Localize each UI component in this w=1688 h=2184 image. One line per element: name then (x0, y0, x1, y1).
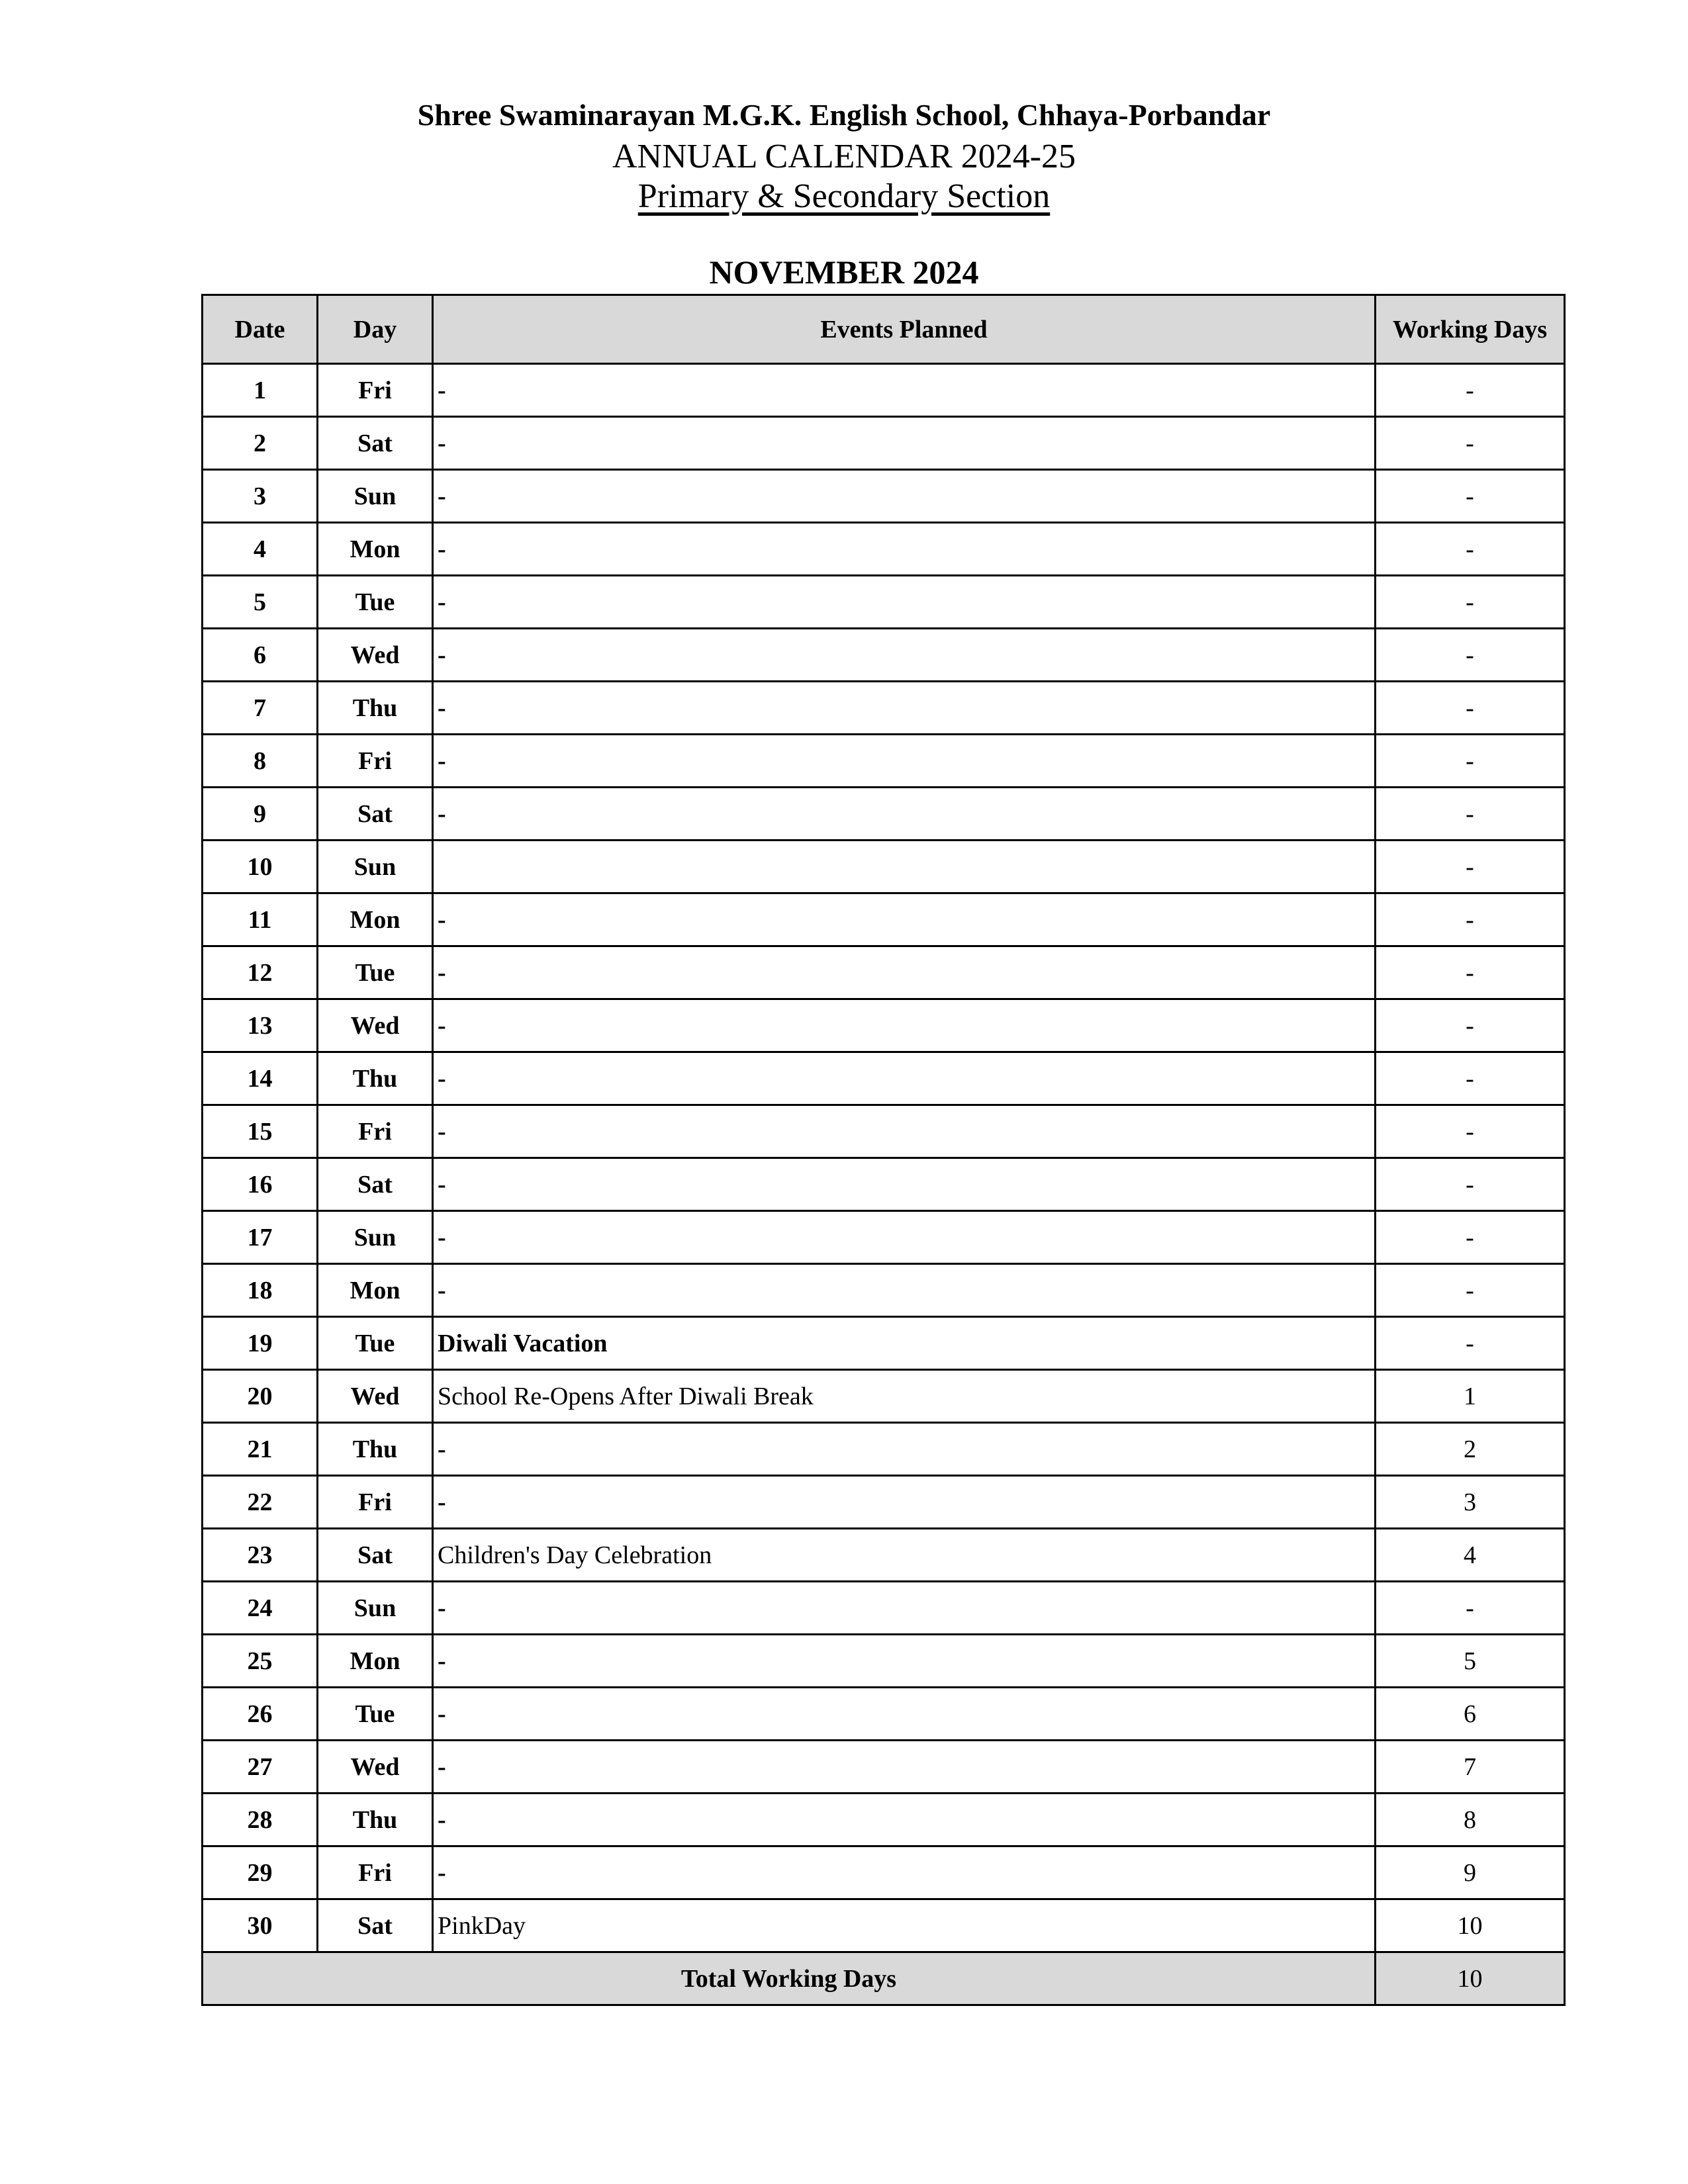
event-cell: Children's Day Celebration (433, 1529, 1376, 1582)
table-row (203, 1317, 1565, 1370)
day-cell: Sun (318, 470, 433, 523)
date-cell: 2 (203, 417, 318, 470)
date-cell: 3 (203, 470, 318, 523)
table-row (203, 1158, 1565, 1211)
date-cell: 7 (203, 682, 318, 735)
table-header-row (203, 295, 1565, 364)
table-row (203, 788, 1565, 841)
day-cell: Wed (318, 1741, 433, 1794)
day-cell: Thu (318, 682, 433, 735)
working-day-cell: - (1376, 682, 1565, 735)
working-day-cell: - (1376, 417, 1565, 470)
working-day-cell: - (1376, 946, 1565, 999)
table-row (203, 1688, 1565, 1741)
table-row (203, 1741, 1565, 1794)
day-cell: Thu (318, 1423, 433, 1476)
date-cell: 1 (203, 364, 318, 417)
event-cell: - (433, 576, 1376, 629)
event-cell: - (433, 946, 1376, 999)
table-row (203, 1582, 1565, 1635)
event-cell: - (433, 1211, 1376, 1264)
date-cell: 27 (203, 1741, 318, 1794)
table-row (203, 1635, 1565, 1688)
event-cell: - (433, 1688, 1376, 1741)
date-cell: 25 (203, 1635, 318, 1688)
table-row (203, 893, 1565, 946)
day-cell: Sat (318, 1158, 433, 1211)
event-cell: - (433, 1846, 1376, 1899)
working-day-cell: 5 (1376, 1635, 1565, 1688)
working-day-cell: 6 (1376, 1688, 1565, 1741)
working-days-column-header: Working Days (1376, 295, 1565, 364)
event-cell: - (433, 735, 1376, 788)
table-row (203, 470, 1565, 523)
table-row (203, 1264, 1565, 1317)
date-cell: 18 (203, 1264, 318, 1317)
table-row (203, 364, 1565, 417)
day-cell: Sun (318, 841, 433, 893)
working-day-cell: - (1376, 1052, 1565, 1105)
day-cell: Thu (318, 1794, 433, 1846)
working-day-cell: - (1376, 523, 1565, 576)
working-day-cell: - (1376, 576, 1565, 629)
table-row (203, 735, 1565, 788)
date-cell: 20 (203, 1370, 318, 1423)
table-row (203, 629, 1565, 682)
date-cell: 23 (203, 1529, 318, 1582)
day-cell: Wed (318, 629, 433, 682)
event-cell: - (433, 893, 1376, 946)
day-cell: Fri (318, 1105, 433, 1158)
total-working-days-label: Total Working Days (203, 1952, 1376, 2005)
working-day-cell: 3 (1376, 1476, 1565, 1529)
event-cell: - (433, 1158, 1376, 1211)
school-name: Shree Swaminarayan M.G.K. English School, Chhaya-Porbandar (417, 98, 1271, 132)
date-cell: 22 (203, 1476, 318, 1529)
date-cell: 13 (203, 999, 318, 1052)
date-cell: 17 (203, 1211, 318, 1264)
working-day-cell: - (1376, 999, 1565, 1052)
total-working-days-value: 10 (1376, 1952, 1565, 2005)
date-cell: 4 (203, 523, 318, 576)
date-cell: 9 (203, 788, 318, 841)
date-cell: 19 (203, 1317, 318, 1370)
table-row (203, 1423, 1565, 1476)
working-day-cell: 9 (1376, 1846, 1565, 1899)
day-cell: Sat (318, 417, 433, 470)
event-cell: - (433, 788, 1376, 841)
event-cell: - (433, 629, 1376, 682)
table-row (203, 946, 1565, 999)
event-cell: - (433, 682, 1376, 735)
event-cell: - (433, 417, 1376, 470)
event-cell: - (433, 470, 1376, 523)
working-day-cell: - (1376, 1317, 1565, 1370)
working-day-cell: - (1376, 841, 1565, 893)
date-cell: 21 (203, 1423, 318, 1476)
table-row (203, 1529, 1565, 1582)
table-row (203, 1052, 1565, 1105)
working-day-cell: - (1376, 1105, 1565, 1158)
working-day-cell: - (1376, 629, 1565, 682)
day-cell: Tue (318, 946, 433, 999)
working-day-cell: - (1376, 1582, 1565, 1635)
event-cell: - (433, 523, 1376, 576)
working-day-cell: - (1376, 1158, 1565, 1211)
date-column-header: Date (203, 295, 318, 364)
day-cell: Fri (318, 1476, 433, 1529)
calendar-title: ANNUAL CALENDAR 2024-25 (612, 138, 1076, 175)
day-cell: Wed (318, 999, 433, 1052)
working-day-cell: 4 (1376, 1529, 1565, 1582)
day-cell: Sun (318, 1582, 433, 1635)
day-cell: Thu (318, 1052, 433, 1105)
table-row (203, 1105, 1565, 1158)
day-cell: Sat (318, 1529, 433, 1582)
events-column-header: Events Planned (433, 295, 1376, 364)
date-cell: 12 (203, 946, 318, 999)
day-cell: Sun (318, 1211, 433, 1264)
table-row (203, 1899, 1565, 1952)
event-cell: - (433, 1105, 1376, 1158)
table-row (203, 841, 1565, 893)
date-cell: 29 (203, 1846, 318, 1899)
date-cell: 26 (203, 1688, 318, 1741)
month-title: NOVEMBER 2024 (709, 253, 979, 291)
event-cell: - (433, 999, 1376, 1052)
event-cell: - (433, 1476, 1376, 1529)
day-cell: Fri (318, 364, 433, 417)
table-row (203, 682, 1565, 735)
event-cell: - (433, 1052, 1376, 1105)
working-day-cell: 8 (1376, 1794, 1565, 1846)
day-column-header: Day (318, 295, 433, 364)
section-title: Primary & Secondary Section (637, 177, 1051, 215)
date-cell: 24 (203, 1582, 318, 1635)
table-row (203, 1476, 1565, 1529)
day-cell: Wed (318, 1370, 433, 1423)
day-cell: Tue (318, 1317, 433, 1370)
calendar-body (203, 364, 1565, 1952)
day-cell: Mon (318, 523, 433, 576)
table-row (203, 417, 1565, 470)
working-day-cell: - (1376, 788, 1565, 841)
date-cell: 15 (203, 1105, 318, 1158)
table-row (203, 523, 1565, 576)
day-cell: Tue (318, 576, 433, 629)
event-cell: - (433, 1423, 1376, 1476)
working-day-cell: 2 (1376, 1423, 1565, 1476)
table-row (203, 1211, 1565, 1264)
working-day-cell: - (1376, 1264, 1565, 1317)
day-cell: Mon (318, 1264, 433, 1317)
date-cell: 6 (203, 629, 318, 682)
table-row (203, 576, 1565, 629)
table-row (203, 1846, 1565, 1899)
working-day-cell: - (1376, 735, 1565, 788)
working-day-cell: - (1376, 364, 1565, 417)
event-cell: - (433, 1741, 1376, 1794)
working-day-cell: 1 (1376, 1370, 1565, 1423)
table-row (203, 1794, 1565, 1846)
working-day-cell: - (1376, 470, 1565, 523)
working-day-cell: - (1376, 893, 1565, 946)
total-row (203, 1952, 1565, 2005)
date-cell: 28 (203, 1794, 318, 1846)
day-cell: Fri (318, 1846, 433, 1899)
event-cell: Diwali Vacation (433, 1317, 1376, 1370)
date-cell: 14 (203, 1052, 318, 1105)
event-cell: - (433, 364, 1376, 417)
day-cell: Mon (318, 1635, 433, 1688)
date-cell: 8 (203, 735, 318, 788)
day-cell: Sat (318, 788, 433, 841)
working-day-cell: - (1376, 1211, 1565, 1264)
working-day-cell: 7 (1376, 1741, 1565, 1794)
event-cell: - (433, 1794, 1376, 1846)
event-cell: - (433, 1635, 1376, 1688)
day-cell: Sat (318, 1899, 433, 1952)
table-row (203, 999, 1565, 1052)
day-cell: Fri (318, 735, 433, 788)
date-cell: 30 (203, 1899, 318, 1952)
date-cell: 10 (203, 841, 318, 893)
working-day-cell: 10 (1376, 1899, 1565, 1952)
date-cell: 11 (203, 893, 318, 946)
calendar-table (201, 294, 1566, 2006)
event-cell: - (433, 1582, 1376, 1635)
event-cell: PinkDay (433, 1899, 1376, 1952)
table-row (203, 1370, 1565, 1423)
date-cell: 16 (203, 1158, 318, 1211)
day-cell: Mon (318, 893, 433, 946)
day-cell: Tue (318, 1688, 433, 1741)
event-cell (433, 841, 1376, 893)
event-cell: School Re-Opens After Diwali Break (433, 1370, 1376, 1423)
date-cell: 5 (203, 576, 318, 629)
event-cell: - (433, 1264, 1376, 1317)
